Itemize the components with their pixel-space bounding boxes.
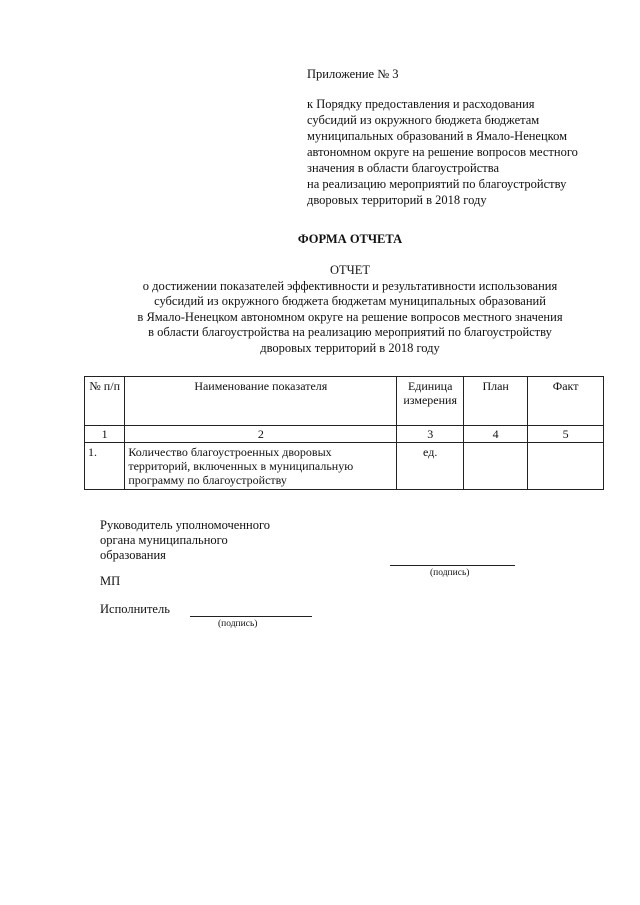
executor-signature-caption: (подпись) [218,619,258,629]
report-subtitle-line: о достижении показателей эффективности и результативности использования [142,278,558,293]
executor-signature-line [190,616,312,617]
appendix-line: на реализацию мероприятий по благоустройству [307,177,567,191]
signer-line: Руководитель уполномоченного [100,518,271,532]
column-number-row [85,426,604,443]
report-title: ОТЧЕТ [329,263,371,277]
row-indicator-name: Количество благоустроенных дворовых территорий, включенных в муниципальную программу по благоустройству [125,443,397,490]
appendix-line: к Порядку предоставления и расходования [307,97,535,111]
row-plan [464,443,528,490]
signature-caption: (подпись) [430,568,470,578]
column-number: 3 [397,426,464,443]
header-unit: Единица измерения [397,377,464,426]
signer-line: органа муниципального [100,533,228,547]
column-number: 4 [464,426,528,443]
appendix-block [307,66,578,208]
header-fact: Факт [528,377,604,426]
table-row [85,443,604,490]
report-subtitle-line: субсидий из окружного бюджета бюджетам муниципальных образований [154,294,546,308]
report-subtitle-line: в Ямало-Ненецком автономном округе на решение вопросов местного значения [137,309,563,324]
form-title: ФОРМА ОТЧЕТА [297,232,403,246]
report-subtitle-line: дворовых территорий в 2018 году [260,340,440,355]
row-number: 1. [85,443,125,490]
row-unit: ед. [397,443,464,490]
appendix-line: субсидий из окружного бюджета бюджетам [307,113,540,127]
report-heading [110,263,590,356]
signer-block [100,518,270,563]
signature-line [390,565,515,566]
column-number: 1 [85,426,125,443]
header-indicator-name: Наименование показателя [125,377,397,426]
indicators-table [84,376,604,490]
appendix-line: значения в области благоустройства [307,161,500,175]
report-subtitle-line: в области благоустройства на реализацию мероприятий по благоустройству [148,325,552,339]
header-plan: План [464,377,528,426]
stamp-place-label: МП [100,574,121,588]
appendix-line: автономном округе на решение вопросов местного [307,145,578,159]
header-number: № п/п [85,377,125,426]
column-number: 5 [528,426,604,443]
appendix-line: муниципальных образований в Ямало-Ненецком [307,129,568,143]
signer-line: образования [100,548,166,562]
table-header-row [85,377,604,426]
row-fact [528,443,604,490]
executor-label: Исполнитель [100,602,170,616]
appendix-title: Приложение № 3 [307,67,399,81]
column-number: 2 [125,426,397,443]
appendix-line: дворовых территорий в 2018 году [307,193,487,207]
